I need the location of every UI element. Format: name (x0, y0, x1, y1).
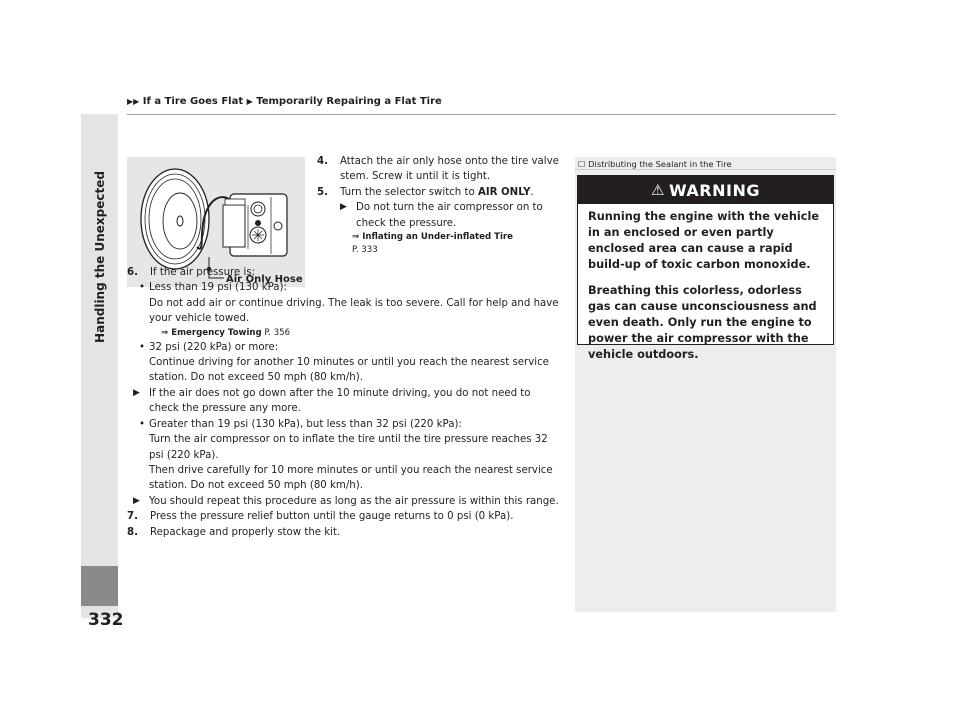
xref-arrow-icon: ⇒ (161, 327, 172, 338)
step-number: 6. (127, 267, 138, 279)
step-number: 7. (127, 511, 138, 523)
step-text: Attach the air only hose onto the tire valve stem. Screw it until it is tight. (340, 156, 559, 183)
page-number: 332 (88, 610, 124, 630)
triangle-icon: ▶ (133, 387, 140, 398)
step-number: 5. (317, 186, 328, 198)
warning-paragraph: Running the engine with the vehicle in an enclosed or even partly enclosed area can cause a rapid build-up of toxic carbon monoxide. (588, 210, 819, 271)
bullet-icon: • (139, 341, 146, 353)
step-text: Repackage and properly stow the kit. (150, 526, 341, 538)
list-item (127, 340, 559, 386)
sidebar-divider (575, 169, 836, 170)
warning-title: WARNING (668, 180, 760, 200)
note-text: You should repeat this procedure as long as the air pressure is within this range. (149, 495, 559, 507)
main-instructions (127, 154, 559, 540)
step-text: If the air pressure is: (150, 267, 256, 279)
xref-arrow-icon: ⇒ (352, 232, 363, 243)
warning-paragraph: Breathing this colorless, odorless gas can cause unconsciousness and even death. Only run the engine to power the air compressor with the vehicle outdoors. (588, 284, 817, 361)
cross-reference[interactable] (340, 231, 559, 244)
step-text: Press the pressure relief button until the gauge returns to 0 psi (0 kPa). (150, 511, 514, 523)
warning-header (578, 176, 833, 204)
chapter-marker (81, 566, 118, 606)
cross-reference[interactable] (149, 327, 559, 340)
step-5 (317, 185, 559, 257)
step-note (340, 200, 559, 231)
step-number: 4. (317, 156, 328, 167)
step-6 (127, 265, 559, 280)
bullet-title: Greater than 19 psi (130 kPa), but less than 32 psi (220 kPa): (149, 418, 462, 430)
breadcrumb-item-flat-tire[interactable]: If a Tire Goes Flat (142, 96, 244, 107)
header-divider (127, 114, 836, 115)
xref-label[interactable]: Emergency Towing (171, 327, 262, 338)
selector-value: AIR ONLY (477, 186, 531, 198)
bullet-text: Continue driving for another 10 minutes or until you reach the nearest service station. Do not exceed 50 mph (80 km/h). (149, 357, 549, 384)
note-text: If the air does not go down after the 10 minute driving, you do not need to check the pressure any more. (149, 387, 531, 415)
list-item (127, 417, 559, 494)
xref-label[interactable]: Inflating an Under-inflated Tire (362, 232, 513, 243)
checkbox-icon: ☐ (578, 160, 586, 169)
figure-label: Air Only Hose (226, 274, 303, 285)
sidebar-heading (578, 159, 732, 169)
step-text: . (530, 186, 534, 198)
bullet-text: Do not add air or continue driving. The leak is too severe. Call for help and have your vehicle towed. (149, 297, 559, 325)
breadcrumb (127, 96, 442, 107)
step-7 (127, 509, 559, 524)
bullet-text: Turn the air compressor on to inflate the tire until the tire pressure reaches 32 psi (220 kPa). (149, 434, 548, 461)
warning-body (578, 204, 833, 363)
bullet-title: 32 psi (220 kPa) or more: (149, 341, 279, 353)
step-note-text: Do not turn the air compressor on to check the pressure. (356, 202, 543, 229)
step-number: 8. (127, 526, 138, 538)
xref-page[interactable]: P. 333 (352, 245, 378, 256)
breadcrumb-item-repairing[interactable]: Temporarily Repairing a Flat Tire (256, 96, 442, 107)
chapter-title (81, 114, 118, 400)
breadcrumb-arrow-icon: ▶▶ (127, 97, 140, 106)
list-item (127, 280, 559, 339)
step-4 (317, 154, 559, 185)
xref-page[interactable]: P. 356 (261, 327, 291, 338)
bullet-icon: • (139, 418, 146, 430)
triangle-icon: ▶ (340, 202, 347, 213)
note (133, 386, 559, 417)
bullet-icon: • (139, 282, 146, 294)
chapter-title-text: Handling the Unexpected (92, 171, 107, 343)
bullet-title: Less than 19 psi (130 kPa): (149, 282, 287, 294)
step-8 (127, 525, 559, 540)
triangle-icon: ▶ (133, 495, 140, 506)
note (133, 494, 559, 509)
sidebar-heading-text: Distributing the Sealant in the Tire (588, 159, 732, 169)
bullet-text: Then drive carefully for 10 more minutes or until you reach the nearest service station. Do not exceed 50 mph (80 km/h). (149, 464, 553, 492)
warning-box (577, 175, 834, 361)
breadcrumb-separator-icon: ▶ (246, 97, 253, 106)
warning-icon: ⚠ (651, 181, 665, 199)
step-text: Turn the selector switch to (340, 186, 478, 198)
